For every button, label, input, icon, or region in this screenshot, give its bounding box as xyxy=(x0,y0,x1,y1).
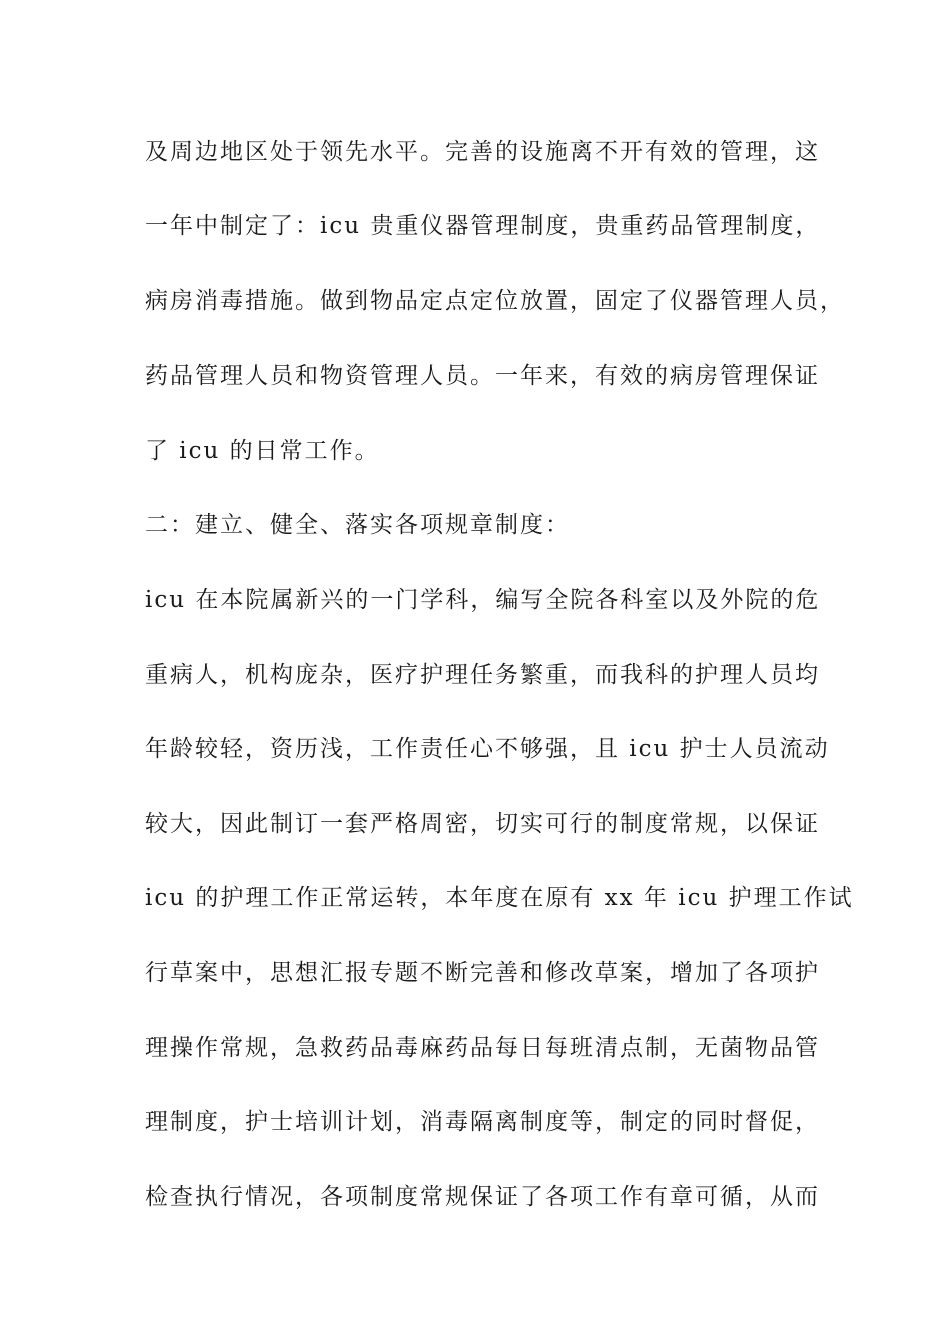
text-line: 重病人，机构庞杂，医疗护理任务繁重，而我科的护理人员均 xyxy=(145,662,820,688)
section-heading: 二：建立、健全、落实各项规章制度： xyxy=(145,512,570,538)
text-line: icu 在本院属新兴的一门学科，编写全院各科室以及外院的危 xyxy=(145,587,821,613)
text-line: icu 的护理工作正常运转，本年度在原有 xx 年 icu 护理工作试 xyxy=(145,885,854,911)
text-line: 药品管理人员和物资管理人员。一年来，有效的病房管理保证 xyxy=(145,363,820,389)
text-line: 较大，因此制订一套严格周密，切实可行的制度常规，以保证 xyxy=(145,811,820,837)
text-line: 行草案中，思想汇报专题不断完善和修改草案，增加了各项护 xyxy=(145,960,820,986)
text-line: 理制度，护士培训计划，消毒隔离制度等，制定的同时督促， xyxy=(145,1109,820,1135)
text-line: 理操作常规，急救药品毒麻药品每日每班清点制，无菌物品管 xyxy=(145,1035,820,1061)
text-line: 一年中制定了：icu 贵重仪器管理制度，贵重药品管理制度， xyxy=(145,213,821,239)
text-line: 了 icu 的日常工作。 xyxy=(145,438,380,464)
text-line: 年龄较轻，资历浅，工作责任心不够强，且 icu 护士人员流动 xyxy=(145,736,830,762)
text-line: 病房消毒措施。做到物品定点定位放置，固定了仪器管理人员， xyxy=(145,288,845,314)
text-line: 检查执行情况，各项制度常规保证了各项工作有章可循，从而 xyxy=(145,1184,820,1210)
text-line: 及周边地区处于领先水平。完善的设施离不开有效的管理，这 xyxy=(145,139,820,165)
